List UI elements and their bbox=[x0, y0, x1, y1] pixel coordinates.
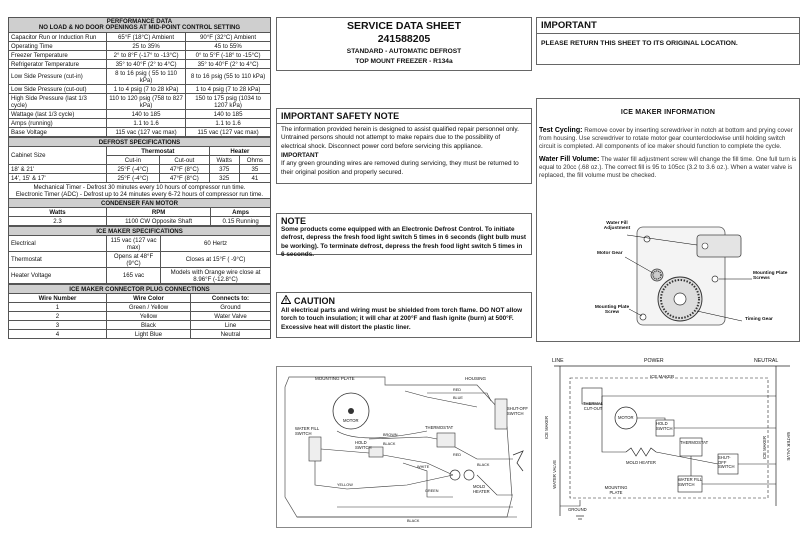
performance-row-cell: Capacitor Run or Induction Run bbox=[9, 33, 107, 42]
mounting-plate-screws-label: Mounting Plate Screws bbox=[753, 271, 788, 282]
safety-title: IMPORTANT SAFETY NOTE bbox=[277, 109, 531, 124]
performance-row-cell: Base Voltage bbox=[9, 128, 107, 137]
sheet-model: TOP MOUNT FREEZER - R134a bbox=[355, 58, 453, 65]
connector-row-cell: Water Valve bbox=[190, 312, 270, 321]
icemaker-spec-row bbox=[9, 252, 271, 268]
defrost-row-cell: 47°F (8°C) bbox=[159, 165, 209, 174]
cutout-header: Cut-out bbox=[159, 156, 209, 165]
icemaker-spec-row bbox=[9, 268, 271, 284]
icemaker-info-title: ICE MAKER INFORMATION bbox=[620, 109, 716, 116]
performance-row-cell: Operating Time bbox=[9, 42, 107, 51]
warning-icon bbox=[281, 295, 291, 306]
connector-header: Wire Number bbox=[9, 294, 107, 303]
performance-row bbox=[9, 119, 271, 128]
icemaker-spec-row-cell: Heater Voltage bbox=[9, 268, 107, 284]
connector-header: Connects to: bbox=[190, 294, 270, 303]
thermostat-label: THERMOSTAT bbox=[425, 425, 454, 430]
important-return-box bbox=[536, 17, 800, 65]
performance-row-cell: 1.1 to 1.6 bbox=[107, 119, 186, 128]
test-cycling-text: Remove cover by inserting screwdriver in notch at bottom and prying cover from housing. Use screwdriver to rotate motor gear counterclockwise until holding switch circuit is completed. All components of ice maker should function to complete the cycle. bbox=[539, 127, 793, 151]
performance-row bbox=[9, 60, 271, 69]
defrost-row bbox=[9, 165, 271, 174]
performance-row-cell: 2° to 8°F (-17° to -13°C) bbox=[107, 51, 186, 60]
connector-row bbox=[9, 312, 271, 321]
icemaker-spec-row bbox=[9, 236, 271, 252]
note-box bbox=[276, 213, 532, 258]
caution-box bbox=[276, 292, 532, 338]
performance-row-cell: 140 to 185 bbox=[107, 110, 186, 119]
mounting-plate-screw-label: Mounting Plate Screw bbox=[594, 305, 630, 316]
connector-row-cell: Neutral bbox=[190, 330, 270, 339]
performance-row-cell: Wattage (last 1/3 cycle) bbox=[9, 110, 107, 119]
defrost-row bbox=[9, 174, 271, 183]
motor-label: MOTOR bbox=[343, 418, 359, 423]
mold-heater-label: MOLD HEATER bbox=[473, 484, 490, 494]
test-cycling-label: Test Cycling: bbox=[539, 127, 583, 134]
performance-row-cell: Refrigerator Temperature bbox=[9, 60, 107, 69]
connector-row bbox=[9, 321, 271, 330]
performance-row-cell: 0° to 5°F (-18° to -15°C) bbox=[186, 51, 271, 60]
icemaker-info-box bbox=[536, 98, 800, 342]
performance-row-cell: 150 to 175 psig (1034 to 1207 kPa) bbox=[186, 94, 271, 110]
performance-row-cell: Amps (running) bbox=[9, 119, 107, 128]
performance-row bbox=[9, 51, 271, 60]
defrost-title: DEFROST SPECIFICATIONS bbox=[9, 138, 271, 147]
performance-row-cell: 8 to 16 psig (55 to 110 kPa) bbox=[186, 69, 271, 85]
icemaker-spec-row-cell: Thermostat bbox=[9, 252, 107, 268]
cutin-header: Cut-in bbox=[107, 156, 160, 165]
wiring-diagram-pictorial bbox=[276, 366, 532, 528]
icemaker-gear-diagram bbox=[594, 217, 797, 339]
safety-text2: If any green grounding wires are removed during servicing, they must be returned to their original position and properly secured. bbox=[281, 160, 519, 176]
sheet-title: SERVICE DATA SHEET bbox=[347, 20, 461, 32]
heater-header: Heater bbox=[209, 147, 270, 156]
performance-row-cell: 1.1 to 1.6 bbox=[186, 119, 271, 128]
performance-row-cell: 115 vac (127 vac max) bbox=[107, 128, 186, 137]
spec-tables bbox=[8, 17, 271, 339]
performance-row-cell: 65°F (18°C) Ambient bbox=[107, 33, 186, 42]
defrost-row-cell: 25°F (-4°C) bbox=[107, 174, 160, 183]
performance-row bbox=[9, 110, 271, 119]
ice-maker-label: ICE MAKER bbox=[650, 374, 675, 379]
water-valve-label: WATER VALVE bbox=[786, 432, 791, 461]
performance-row-cell: 1 to 4 psig (7 to 28 kPa) bbox=[186, 85, 271, 94]
hold-switch-label: HOLD SWITCH bbox=[656, 421, 673, 431]
icemaker-spec-row-cell: Closes at 15°F ( -9°C) bbox=[161, 252, 271, 268]
mounting-plate-label: MOUNTING PLATE bbox=[315, 376, 355, 381]
connector-row-cell: Line bbox=[190, 321, 270, 330]
performance-row-cell: 115 vac (127 vac max) bbox=[186, 128, 271, 137]
connector-table bbox=[8, 284, 271, 339]
connector-row-cell: Black bbox=[107, 321, 191, 330]
performance-row-cell: Low Side Pressure (cut-in) bbox=[9, 69, 107, 85]
wire-label: BLUE bbox=[453, 396, 463, 400]
performance-row-cell: 35° to 40°F (2° to 4°C) bbox=[107, 60, 186, 69]
performance-row-cell: High Side Pressure (last 1/3 cycle) bbox=[9, 94, 107, 110]
motor-gear-label: Motor Gear bbox=[597, 251, 623, 256]
caution-title: CAUTION bbox=[294, 295, 335, 306]
ice-maker-right-label: ICE MAKER bbox=[762, 436, 767, 460]
wire-label: RED bbox=[453, 388, 462, 392]
performance-row bbox=[9, 33, 271, 42]
connector-title: ICE MAKER CONNECTOR PLUG CONNECTIONS bbox=[9, 285, 271, 294]
defrost-row-cell: 35 bbox=[239, 165, 270, 174]
shutoff-switch-label: SHUT-OFF SWITCH bbox=[718, 455, 735, 470]
motor-label: MOTOR bbox=[618, 415, 634, 420]
connector-row-cell: 2 bbox=[9, 312, 107, 321]
icemaker-spec-row-cell: 115 vac (127 vac max) bbox=[107, 236, 161, 252]
important-text: PLEASE RETURN THIS SHEET TO ITS ORIGINAL LOCATION. bbox=[541, 40, 738, 47]
connector-row-cell: 1 bbox=[9, 303, 107, 312]
power-label: POWER bbox=[644, 358, 664, 364]
shutoff-switch-label: SHUT-OFF SWITCH bbox=[507, 406, 528, 416]
condenser-title: CONDENSER FAN MOTOR bbox=[9, 199, 271, 208]
performance-row-cell: 110 to 120 psig (758 to 827 kPa) bbox=[107, 94, 186, 110]
defrost-row-cell: 41 bbox=[239, 174, 270, 183]
water-valve-side-label: WATER VALVE bbox=[552, 460, 557, 489]
icemaker-spec-table bbox=[8, 226, 271, 284]
sheet-subtitle: STANDARD - AUTOMATIC DEFROST bbox=[346, 48, 462, 55]
performance-row bbox=[9, 128, 271, 137]
housing-label: HOUSING bbox=[465, 376, 487, 381]
ground-label: GROUND bbox=[568, 507, 587, 512]
thermostat-header: Thermostat bbox=[107, 147, 210, 156]
performance-row-cell: Low Side Pressure (cut-out) bbox=[9, 85, 107, 94]
neutral-label: NEUTRAL bbox=[754, 358, 779, 364]
icemaker-spec-row-cell: 165 vac bbox=[107, 268, 161, 284]
wire-label: BLACK bbox=[407, 519, 420, 523]
defrost-row-cell: 14', 15' & 17' bbox=[9, 174, 107, 183]
wire-label: YELLOW bbox=[337, 483, 353, 487]
connector-row-cell: 3 bbox=[9, 321, 107, 330]
performance-row-cell: 140 to 185 bbox=[186, 110, 271, 119]
water-fill-switch-label: WATER FILL SWITCH bbox=[678, 477, 703, 487]
connector-row-cell: Yellow bbox=[107, 312, 191, 321]
performance-subtitle: NO LOAD & NO DOOR OPENINGS AT MID-POINT CONTROL SETTING bbox=[38, 24, 241, 32]
connector-row-cell: Green / Yellow bbox=[107, 303, 191, 312]
performance-row bbox=[9, 94, 271, 110]
performance-row bbox=[9, 85, 271, 94]
water-fill-adjustment-label: Water Fill Adjustment bbox=[603, 221, 631, 232]
defrost-row-cell: 325 bbox=[209, 174, 239, 183]
defrost-table bbox=[8, 137, 271, 198]
note-title: NOTE bbox=[281, 216, 307, 226]
defrost-row-cell: 18' & 21' bbox=[9, 165, 107, 174]
icemaker-spec-title: ICE MAKER SPECIFICATIONS bbox=[9, 227, 271, 236]
mounting-plate-label: MOUNTING PLATE bbox=[604, 485, 628, 495]
mold-heater-label: MOLD HEATER bbox=[626, 460, 656, 465]
connector-header: Wire Color bbox=[107, 294, 191, 303]
icemaker-spec-row-cell: Models with Orange wire close at 8.96°F (-12.8°C) bbox=[161, 268, 271, 284]
watts-header: Watts bbox=[209, 156, 239, 165]
cabinet-size-label: Cabinet Size bbox=[9, 147, 107, 165]
sheet-header bbox=[276, 17, 532, 71]
connector-row-cell: 4 bbox=[9, 330, 107, 339]
condenser-cell: 1100 CW Opposite Shaft bbox=[107, 217, 211, 226]
performance-row-cell: 35° to 40°F (2° to 4°C) bbox=[186, 60, 271, 69]
condenser-header: Amps bbox=[211, 208, 271, 217]
performance-row-cell: 90°F (32°C) Ambient bbox=[186, 33, 271, 42]
performance-row-cell: Freezer Temperature bbox=[9, 51, 107, 60]
wire-label: BLACK bbox=[383, 442, 396, 446]
safety-text: The information provided herein is designed to assist qualified repair personnel only. Untrained persons should not attempt to make repairs due to the possibility of electrical shock. Disconnect power cord before servicing this appliance. bbox=[281, 126, 519, 150]
safety-important: IMPORTANT bbox=[281, 151, 319, 159]
connector-row bbox=[9, 303, 271, 312]
performance-row-cell: 8 to 16 psig ( 55 to 110 kPa) bbox=[107, 69, 186, 85]
defrost-note-electronic: Electronic Timer (ADC) - Defrost up to 24 minutes every 6-72 hours of compressor run time. bbox=[15, 190, 264, 198]
wire-label: WHITE bbox=[417, 465, 430, 469]
condenser-cell: 0.15 Running bbox=[211, 217, 271, 226]
connector-row-cell: Light Blue bbox=[107, 330, 191, 339]
wire-label: BROWN bbox=[383, 433, 398, 437]
icemaker-spec-row-cell: Opens at 48°F (9°C) bbox=[107, 252, 161, 268]
thermostat-label: THERMOSTAT bbox=[680, 440, 709, 445]
ohms-header: Ohms bbox=[239, 156, 270, 165]
performance-row-cell: 25 to 35% bbox=[107, 42, 186, 51]
timing-gear-label: Timing Gear bbox=[745, 317, 773, 322]
condenser-header: RPM bbox=[107, 208, 211, 217]
caution-text: All electrical parts and wiring must be shielded from torch flame. DO NOT allow torch to touch insulation; it will char at 200°F and flash ignite (burn) at 500°F. Excessive heat will distort the plastic liner. bbox=[281, 307, 523, 331]
performance-row bbox=[9, 42, 271, 51]
defrost-row-cell: 47°F (8°C) bbox=[159, 174, 209, 183]
water-fill-label: Water Fill Volume: bbox=[539, 155, 600, 163]
performance-row-cell: 1 to 4 psig (7 to 28 kPa) bbox=[107, 85, 186, 94]
thermal-cutout-label: THERMAL CUT-OUT bbox=[582, 401, 603, 411]
wire-label: RED bbox=[453, 453, 462, 457]
wire-label: BLACK bbox=[477, 463, 490, 467]
condenser-cell: 2.3 bbox=[9, 217, 107, 226]
note-text: Some products come equipped with an Electronic Defrost Control. To initiate defrost, depress the fresh food light switch 5 times in 6 seconds (light bulb must be working). To terminate defrost, depress the fresh food light switch 5 times in 6 seconds. bbox=[281, 226, 527, 258]
condenser-header: Watts bbox=[9, 208, 107, 217]
water-fill-switch-label: WATER FILL SWITCH bbox=[295, 426, 320, 436]
wire-label: GREEN bbox=[425, 489, 439, 493]
wiring-diagram-schematic bbox=[540, 356, 802, 528]
safety-note-box bbox=[276, 108, 532, 184]
water-fill-text: The water fill adjustment screw will change the fill time. One full turn is equal to 20cc (.68 oz.). The correct fill is 95 to 105cc (3.2 to 3.6 oz.). When a water valve is replaced, the fill volume must be checked. bbox=[539, 155, 797, 179]
performance-table bbox=[8, 17, 271, 137]
performance-title: PERFORMANCE DATA bbox=[106, 17, 173, 25]
performance-row-cell: 45 to 55% bbox=[186, 42, 271, 51]
performance-row bbox=[9, 69, 271, 85]
important-title: IMPORTANT bbox=[537, 18, 799, 34]
icemaker-spec-row-cell: Electrical bbox=[9, 236, 107, 252]
connector-row-cell: Ground bbox=[190, 303, 270, 312]
defrost-note-mechanical: Mechanical Timer - Defrost 30 minutes every 10 hours of compressor run time. bbox=[33, 183, 246, 191]
condenser-table bbox=[8, 198, 271, 226]
defrost-row-cell: 25°F (-4°C) bbox=[107, 165, 160, 174]
defrost-row-cell: 375 bbox=[209, 165, 239, 174]
connector-row bbox=[9, 330, 271, 339]
sheet-number: 241588205 bbox=[377, 33, 431, 45]
icemaker-spec-row-cell: 60 Hertz bbox=[161, 236, 271, 252]
hold-switch-label: HOLD SWITCH bbox=[355, 440, 372, 450]
line-label: LINE bbox=[552, 358, 564, 364]
ice-maker-side-label: ICE MAKER bbox=[544, 416, 549, 440]
